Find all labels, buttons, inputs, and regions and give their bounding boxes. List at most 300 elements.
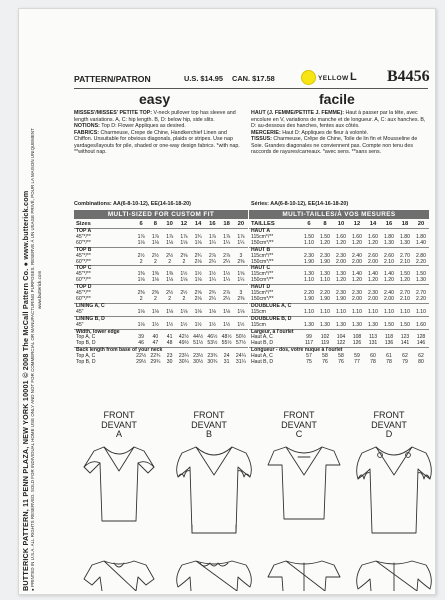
table-cell: 1⅛ bbox=[166, 277, 174, 284]
table-cell: 2.00 bbox=[368, 258, 378, 265]
size-header-cell: 12 bbox=[180, 221, 188, 227]
table-cell: 1½ bbox=[208, 271, 216, 278]
yardage-table-french bbox=[249, 220, 429, 366]
table-cell: 1.50 bbox=[400, 321, 410, 328]
table-cell: 1.60 bbox=[336, 233, 346, 240]
table-cell: 1½ bbox=[151, 321, 159, 328]
table-cell: 2⅞ bbox=[223, 252, 231, 259]
row-label: TOP B bbox=[74, 247, 248, 253]
table-cell: 2 bbox=[182, 258, 186, 265]
table-cell: 123 bbox=[400, 334, 410, 341]
table-cell: 1.30 bbox=[336, 321, 346, 328]
table-cell: 2.70 bbox=[416, 290, 426, 297]
table-cell: 1½ bbox=[223, 321, 231, 328]
table-cell: 1.50 bbox=[304, 233, 314, 240]
row-label: 115cm*/** bbox=[251, 271, 274, 278]
row-label: DOUBLURE B, D bbox=[249, 316, 429, 322]
size-header-cell: 6 bbox=[307, 221, 311, 227]
table-cell: 2¼ bbox=[223, 295, 231, 302]
table-cell: 1⅛ bbox=[151, 239, 159, 246]
desc-title: HAUT (J. FEMME/PETITE J. FEMME): bbox=[251, 110, 344, 116]
table-cell: 2½ bbox=[166, 290, 174, 297]
table-cell: 1⅛ bbox=[137, 239, 145, 246]
table-cell: 1⅞ bbox=[180, 233, 188, 240]
row-label: 60"*/** bbox=[76, 239, 91, 246]
view-sketches bbox=[74, 411, 434, 591]
table-cell: 22½ bbox=[136, 353, 147, 360]
table-cell: 1.60 bbox=[416, 321, 426, 328]
table-cell: 1.10 bbox=[368, 308, 378, 315]
table-row bbox=[74, 360, 248, 366]
row-label: Haut B, D bbox=[251, 359, 274, 366]
table-cell: 55½ bbox=[221, 340, 232, 347]
row-label: 115cm bbox=[251, 308, 266, 315]
row-label: 60"*/** bbox=[76, 295, 91, 302]
table-cell: 40 bbox=[152, 334, 159, 341]
table-cell: 77 bbox=[354, 359, 360, 366]
table-cell: 2.40 bbox=[352, 252, 362, 259]
table-cell: 99 bbox=[306, 334, 312, 341]
table-cell: 1⅛ bbox=[137, 277, 145, 284]
table-cell: 2.60 bbox=[368, 252, 378, 259]
size-header-row bbox=[249, 220, 429, 229]
table-cell: 2 bbox=[153, 295, 157, 302]
table-cell: 1.90 bbox=[304, 258, 314, 265]
table-cell: 1½ bbox=[180, 271, 188, 278]
table-cell: 23¾ bbox=[207, 353, 218, 360]
table-cell: 2.20 bbox=[304, 290, 314, 297]
table-cell: 1⅛ bbox=[208, 308, 216, 315]
table-cell: 2 bbox=[168, 258, 172, 265]
fabrics-title: TISSUS: bbox=[251, 136, 272, 143]
size-code: L bbox=[350, 71, 357, 83]
size-header-cell: 8 bbox=[323, 221, 327, 227]
row-label: HAUT B bbox=[249, 247, 429, 253]
table-cell: 41 bbox=[166, 334, 173, 341]
size-header-cell: 14 bbox=[369, 221, 377, 227]
table-cell: 119 bbox=[320, 340, 330, 347]
table-cell: 1.20 bbox=[352, 277, 362, 284]
row-label: Haut A, C bbox=[251, 334, 273, 341]
table-cell: 2.20 bbox=[320, 290, 330, 297]
combinations-english: Combinations: AA(6-8-10-12), EE(14-16-18-20) bbox=[74, 201, 191, 207]
can-price: CAN. $17.58 bbox=[232, 74, 275, 83]
row-label: 150cm*/** bbox=[251, 295, 274, 302]
row-label: LINING A, C bbox=[74, 303, 248, 309]
side-imprint-publisher: BUTTERICK PATTERN, 11 PENN PLAZA, NEW YORK 10001 © 2008 The McCall Pattern Co. ● www.butterick.com bbox=[21, 190, 30, 591]
table-cell: 2.00 bbox=[352, 295, 362, 302]
table-cell: 1⅞ bbox=[137, 233, 145, 240]
table-cell: 1.90 bbox=[320, 258, 330, 265]
table-cell: 2.00 bbox=[336, 258, 346, 265]
table-cell: 2.00 bbox=[352, 258, 362, 265]
size-header-cell: 8 bbox=[153, 221, 157, 227]
table-cell: 23¼ bbox=[178, 353, 189, 360]
table-cell: 1¼ bbox=[237, 277, 245, 284]
table-cell: 1⅛ bbox=[151, 308, 159, 315]
table-cell: 76 bbox=[338, 359, 344, 366]
table-cell: 2¾ bbox=[208, 290, 216, 297]
table-cell: 1.90 bbox=[336, 295, 346, 302]
table-cell: 2½ bbox=[137, 252, 145, 259]
table-cell: 1⅛ bbox=[137, 321, 145, 328]
table-cell: 113 bbox=[368, 334, 378, 341]
table-cell: 29½ bbox=[136, 359, 147, 366]
table-cell: 1.50 bbox=[320, 233, 330, 240]
table-cell: 1¼ bbox=[237, 239, 245, 246]
table-cell: 1.30 bbox=[416, 277, 426, 284]
table-cell: 104 bbox=[336, 334, 346, 341]
table-cell: 2⅛ bbox=[194, 295, 202, 302]
table-cell: 1.30 bbox=[320, 321, 330, 328]
table-cell: 62 bbox=[418, 353, 424, 360]
row-label: 150cm*/** bbox=[251, 277, 274, 284]
row-label: Back length from base of your neck bbox=[74, 348, 248, 354]
table-cell: 1.20 bbox=[368, 239, 378, 246]
pattern-number: B4456 bbox=[387, 68, 430, 85]
table-cell: 1.30 bbox=[368, 321, 378, 328]
table-cell: 2⅜ bbox=[237, 295, 245, 302]
multi-size-band-french: MULTI-TAILLES/À VOS MESURES bbox=[249, 210, 429, 219]
row-label: 60"*/** bbox=[76, 258, 91, 265]
header-divider bbox=[74, 88, 428, 89]
table-cell: 53½ bbox=[207, 340, 218, 347]
table-cell: 1.10 bbox=[304, 239, 314, 246]
table-cell: 1.90 bbox=[320, 295, 330, 302]
table-cell: 80 bbox=[418, 359, 424, 366]
table-cell: 1⅞ bbox=[237, 233, 245, 240]
row-label: 45"*/** bbox=[76, 252, 91, 259]
table-cell: 1.90 bbox=[304, 295, 314, 302]
table-cell: 1.30 bbox=[304, 321, 314, 328]
table-cell: 3 bbox=[239, 290, 243, 297]
table-cell: 2.10 bbox=[384, 258, 394, 265]
table-cell: 1.40 bbox=[368, 271, 378, 278]
table-cell: 51½ bbox=[193, 340, 204, 347]
table-cell: 1⅛ bbox=[166, 308, 174, 315]
size-header-label: TAILLES bbox=[251, 221, 275, 227]
table-cell: 61 bbox=[386, 353, 392, 360]
table-cell: 48½ bbox=[221, 334, 232, 341]
table-cell: 1.20 bbox=[400, 277, 410, 284]
size-header-cell: 16 bbox=[385, 221, 393, 227]
row-label: Haut B, D bbox=[251, 340, 274, 347]
table-cell: 1⅞ bbox=[223, 233, 231, 240]
notions-text: Top D: Flower Appliques as desired. bbox=[99, 123, 186, 130]
table-cell: 2½ bbox=[180, 290, 188, 297]
table-cell: 1.20 bbox=[320, 239, 330, 246]
row-label: Top B, D bbox=[76, 359, 96, 366]
table-cell: 136 bbox=[384, 340, 394, 347]
table-cell: 2⅝ bbox=[180, 252, 188, 259]
size-header-label: Sizes bbox=[76, 221, 91, 227]
table-cell: 2⅜ bbox=[151, 290, 159, 297]
table-cell: 1¼ bbox=[223, 239, 231, 246]
table-cell: 79 bbox=[402, 359, 408, 366]
row-label: DOUBLURE A, C bbox=[249, 303, 429, 309]
table-cell: 146 bbox=[416, 340, 426, 347]
row-label: Width, lower edge bbox=[74, 329, 248, 335]
table-cell: 1.50 bbox=[384, 321, 394, 328]
table-cell: 75 bbox=[306, 359, 312, 366]
table-cell: 78 bbox=[370, 359, 376, 366]
table-cell: 24 bbox=[223, 353, 230, 360]
table-cell: 2 bbox=[139, 295, 143, 302]
size-header-cell: 16 bbox=[209, 221, 216, 227]
table-cell: 39 bbox=[138, 334, 144, 341]
table-cell: 2⅝ bbox=[194, 290, 202, 297]
table-cell: 1½ bbox=[194, 271, 202, 278]
table-cell: 2⅞ bbox=[223, 290, 231, 297]
table-cell: 44½ bbox=[193, 334, 204, 341]
desc-text: Haut à passer par la tête, avec encolure en V, variations de manche et de longueur. A, C: aux hanches. B, D: au-dessous des hanches, fentes aux côtés. bbox=[251, 110, 426, 130]
table-cell: 1⅛ bbox=[223, 308, 231, 315]
table-cell: 1½ bbox=[194, 321, 202, 328]
table-cell: 1.80 bbox=[384, 233, 394, 240]
table-cell: 1⅛ bbox=[180, 239, 188, 246]
table-cell: 22¾ bbox=[150, 353, 161, 360]
table-cell: 1.10 bbox=[336, 308, 346, 315]
row-label: Top A, C bbox=[76, 334, 96, 341]
view-b-back-sketch bbox=[177, 561, 252, 591]
table-cell: 2 bbox=[168, 295, 172, 302]
size-header-cell: 20 bbox=[237, 221, 245, 227]
table-cell: 1.30 bbox=[400, 239, 410, 246]
table-cell: 2.20 bbox=[416, 295, 426, 302]
table-cell: 2 bbox=[153, 258, 157, 265]
table-cell: 2½ bbox=[151, 252, 159, 259]
table-cell: 2 bbox=[139, 258, 143, 265]
pattern-label: PATTERN/PATRON bbox=[74, 74, 151, 84]
table-cell: 1⅞ bbox=[151, 233, 159, 240]
table-cell: 1¼ bbox=[208, 277, 216, 284]
size-header-cell: 18 bbox=[401, 221, 409, 227]
table-cell: 30¼ bbox=[178, 359, 189, 366]
side-imprint-rights: ● PRINTED IN U.S.A. ALL RIGHTS RESERVED. SOLD FOR INDIVIDUAL HOME USE ONLY AND NOT FOR COMMERCIAL OR MANUFACTURING PURPOSES. RESERVE À UN USAGE PRIVÉ, POUR LA MAISON UNIQUEMENT bbox=[30, 128, 35, 591]
table-cell: 2¾ bbox=[194, 252, 202, 259]
row-label: TOP D bbox=[74, 285, 248, 291]
table-cell: 1.40 bbox=[352, 271, 362, 278]
table-cell: 58 bbox=[338, 353, 344, 360]
size-header-cell: 6 bbox=[139, 221, 143, 227]
table-cell: 1.20 bbox=[336, 277, 346, 284]
table-cell: 1.10 bbox=[400, 308, 410, 315]
table-cell: 1⅛ bbox=[151, 277, 159, 284]
table-row bbox=[249, 360, 429, 366]
row-label: 115cm*/** bbox=[251, 290, 274, 297]
table-cell: 30 bbox=[166, 359, 173, 366]
table-cell: 57½ bbox=[235, 340, 246, 347]
size-header-cell: 18 bbox=[223, 221, 230, 227]
table-cell: 24¼ bbox=[235, 353, 246, 360]
row-label: HAUT C bbox=[249, 266, 429, 272]
table-cell: 30¾ bbox=[207, 359, 218, 366]
table-cell: 78 bbox=[386, 359, 392, 366]
fabrics-text: Charmeuse, Crepe de Chine, Handkerchief Linen and Chiffon. Unsuitable for obvious diagonals, plaids or stripes. Use nap yardages/layouts for pile, shaded or one-way design fabrics. *with nap. **without nap. bbox=[74, 129, 240, 156]
table-cell: 1½ bbox=[208, 321, 216, 328]
row-label: HAUT A bbox=[249, 229, 429, 235]
table-cell: 1⅜ bbox=[166, 271, 174, 278]
table-cell: 1.30 bbox=[304, 271, 314, 278]
view-b-front-sketch bbox=[177, 447, 252, 533]
row-label: Haut A, C bbox=[251, 353, 273, 360]
desc-title: MISSES'/MISSES' PETITE TOP: bbox=[74, 110, 153, 116]
row-label: 45"*/** bbox=[76, 290, 91, 297]
table-cell: 2⅜ bbox=[237, 258, 245, 265]
table-cell: 118 bbox=[384, 334, 394, 341]
notions-text: Haut D: Appliques de fleur à volonté. bbox=[280, 129, 369, 136]
size-header-cell: 20 bbox=[417, 221, 425, 227]
fabrics-text: Charmeuse, Crêpe de Chine, Toile de lin fin et Mousseline de Soie. Grandes diagonales ne conviennent pas. Compte non tenu des raccords de rayures/carreaux. *avec sens. **sans sens. bbox=[251, 136, 418, 156]
row-label: Largeur, à l'ourlet bbox=[249, 329, 429, 335]
table-cell: 1⅛ bbox=[237, 308, 245, 315]
row-label: 115cm*/** bbox=[251, 233, 274, 240]
row-label: 150cm*/** bbox=[251, 258, 274, 265]
table-cell: 1¾ bbox=[194, 233, 202, 240]
table-cell: 46 bbox=[138, 340, 144, 347]
table-cell: 1.10 bbox=[416, 308, 426, 315]
level-english: easy bbox=[139, 91, 171, 107]
table-cell: 1.30 bbox=[352, 321, 362, 328]
row-label: 150cm*/** bbox=[251, 239, 274, 246]
table-cell: 1⅛ bbox=[194, 308, 202, 315]
table-cell: 60 bbox=[370, 353, 376, 360]
table-cell: 108 bbox=[352, 334, 362, 341]
table-cell: 1⅞ bbox=[208, 233, 216, 240]
notions-title: MERCERIE: bbox=[251, 129, 281, 136]
row-label: 45"*/** bbox=[76, 233, 91, 240]
size-header-row bbox=[74, 220, 248, 229]
table-cell: 1.50 bbox=[416, 271, 426, 278]
table-cell: 1⅛ bbox=[194, 277, 202, 284]
fabrics-title: FABRICS: bbox=[74, 129, 100, 136]
table-cell: 2.60 bbox=[384, 252, 394, 259]
row-label: Top A, C bbox=[76, 353, 96, 360]
table-cell: 1.10 bbox=[384, 308, 394, 315]
table-cell: 23 bbox=[166, 353, 173, 360]
table-cell: 117 bbox=[304, 340, 314, 347]
table-cell: 62 bbox=[402, 353, 408, 360]
table-cell: 1.30 bbox=[336, 271, 346, 278]
table-cell: 1⅝ bbox=[237, 271, 245, 278]
table-cell: 102 bbox=[320, 334, 330, 341]
size-header-cell: 10 bbox=[166, 221, 173, 227]
table-cell: 1⅛ bbox=[194, 239, 202, 246]
table-cell: 1.20 bbox=[336, 239, 346, 246]
table-cell: 141 bbox=[400, 340, 410, 347]
table-cell: 1.20 bbox=[384, 277, 394, 284]
row-label: 45" bbox=[76, 308, 84, 315]
view-a-back-sketch bbox=[84, 561, 154, 591]
table-cell: 2⅞ bbox=[208, 252, 216, 259]
table-cell: 2⅛ bbox=[194, 258, 202, 265]
view-d-back-sketch bbox=[357, 561, 432, 591]
table-cell: 1½ bbox=[223, 271, 231, 278]
row-label: 115cm*/** bbox=[251, 252, 274, 259]
table-cell: 30½ bbox=[193, 359, 204, 366]
table-cell: 2.00 bbox=[368, 295, 378, 302]
table-cell: 2.30 bbox=[320, 252, 330, 259]
row-label: Longueur - dos, votre nuque à l'ourlet bbox=[249, 348, 429, 354]
table-cell: 1½ bbox=[180, 321, 188, 328]
table-cell: 1.30 bbox=[320, 271, 330, 278]
multi-size-band-english: MULTI-SIZED FOR CUSTOM FIT bbox=[74, 210, 248, 219]
table-cell: 31 bbox=[223, 359, 230, 366]
table-cell: 1⅛ bbox=[166, 239, 174, 246]
table-cell: 76 bbox=[322, 359, 328, 366]
table-cell: 2.20 bbox=[416, 258, 426, 265]
table-cell: 57 bbox=[306, 353, 312, 360]
pattern-envelope-back bbox=[18, 8, 436, 595]
table-cell: 2.80 bbox=[416, 252, 426, 259]
table-cell: 1.10 bbox=[352, 308, 362, 315]
table-cell: 1.20 bbox=[352, 239, 362, 246]
table-cell: 1.80 bbox=[416, 233, 426, 240]
yardage-table-english bbox=[74, 220, 248, 366]
table-cell: 128 bbox=[416, 334, 426, 341]
table-cell: 2.70 bbox=[400, 252, 410, 259]
table-cell: 2.30 bbox=[368, 290, 378, 297]
table-cell: 1.10 bbox=[304, 308, 314, 315]
view-label-c: FRONT DEVANT C bbox=[281, 410, 317, 439]
table-cell: 1.20 bbox=[368, 277, 378, 284]
table-cell: 1.80 bbox=[400, 233, 410, 240]
table-cell: 1½ bbox=[237, 321, 245, 328]
view-a-front-sketch bbox=[84, 447, 154, 521]
table-cell: 1½ bbox=[166, 321, 174, 328]
row-label: Top B, D bbox=[76, 340, 96, 347]
table-cell: 1.40 bbox=[384, 271, 394, 278]
table-cell: 48 bbox=[166, 340, 173, 347]
table-cell: 58 bbox=[322, 353, 328, 360]
row-label: TOP C bbox=[74, 266, 248, 272]
table-cell: 2.10 bbox=[400, 258, 410, 265]
view-label-d: FRONT DEVANT D bbox=[371, 410, 407, 439]
table-cell: 1⅞ bbox=[166, 233, 174, 240]
desc-text: V-neck pullover top has sleeve and length variations. A, C: hip length. B, D: below hip, side slits. bbox=[74, 110, 236, 123]
row-label: LINING B, D bbox=[74, 316, 248, 322]
table-cell: 1¼ bbox=[223, 277, 231, 284]
table-cell: 59 bbox=[354, 353, 360, 360]
view-label-a: FRONT DEVANT A bbox=[101, 410, 137, 439]
table-cell: 2.10 bbox=[400, 295, 410, 302]
table-cell: 1.60 bbox=[352, 233, 362, 240]
table-cell: 122 bbox=[336, 340, 346, 347]
table-cell: 1⅜ bbox=[137, 271, 145, 278]
size-header-cell: 14 bbox=[194, 221, 202, 227]
table-cell: 1⅛ bbox=[180, 277, 188, 284]
color-dot-icon bbox=[301, 70, 316, 85]
row-label: HAUT D bbox=[249, 285, 429, 291]
table-cell: 2¼ bbox=[208, 258, 216, 265]
row-label: 115cm bbox=[251, 321, 266, 328]
table-cell: 1.50 bbox=[400, 271, 410, 278]
table-cell: 2¼ bbox=[223, 258, 231, 265]
table-cell: 42½ bbox=[178, 334, 189, 341]
table-cell: 49½ bbox=[178, 340, 189, 347]
table-cell: 2.30 bbox=[336, 290, 346, 297]
color-label: YELLOW bbox=[318, 75, 349, 82]
table-cell: 2.30 bbox=[336, 252, 346, 259]
table-cell: 46½ bbox=[207, 334, 218, 341]
table-cell: 2.40 bbox=[384, 290, 394, 297]
table-cell: 131 bbox=[368, 340, 378, 347]
side-imprint-url: www.butterick.com bbox=[37, 270, 42, 309]
level-french: facile bbox=[319, 91, 355, 107]
row-label: TOP A bbox=[74, 229, 248, 235]
view-c-back-sketch bbox=[268, 561, 340, 591]
table-cell: 1.60 bbox=[368, 233, 378, 240]
